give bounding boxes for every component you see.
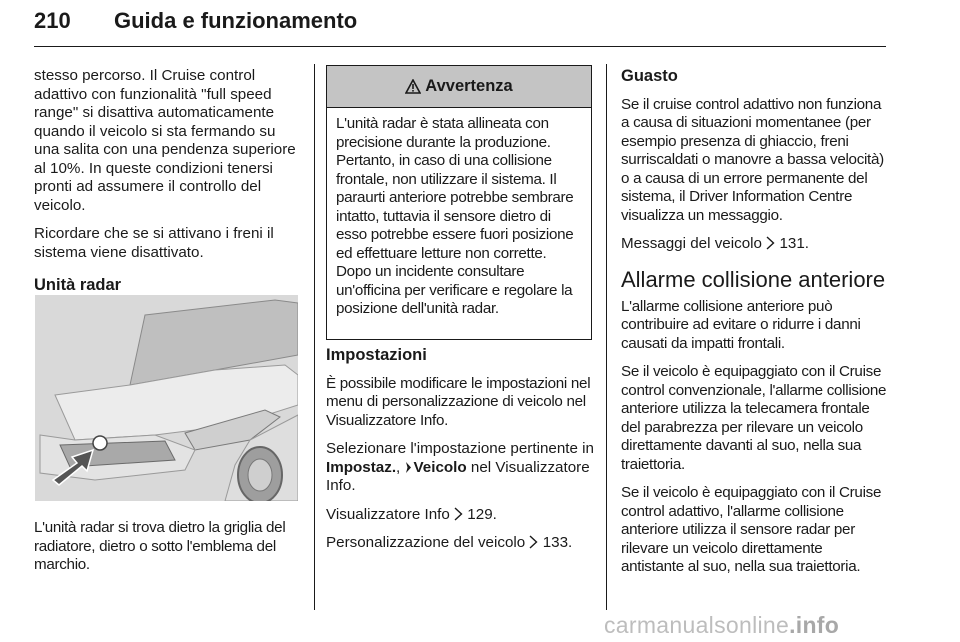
- watermark-suffix: .info: [789, 612, 840, 638]
- warning-triangle-icon: [405, 79, 421, 94]
- radar-unit-illustration: [35, 295, 298, 501]
- column-divider-1: [314, 64, 315, 610]
- reference-page: 131.: [779, 235, 810, 252]
- column-1-caption: [34, 519, 302, 585]
- col2-paragraph-1: È possibile modificare le impostazioni nel menu di personalizzazione di veicolo nel Visualizzatore Info.: [326, 374, 591, 429]
- page-reference-icon: [454, 507, 463, 521]
- page-header: [34, 6, 886, 47]
- col1-paragraph-2: Ricordare che se si attivano i freni il sistema viene disattivato.: [34, 225, 274, 261]
- page-title: Guida e funzionamento: [114, 8, 358, 33]
- reference-text: Messaggi del veicolo: [621, 235, 762, 252]
- reference-page: 129.: [467, 505, 497, 523]
- column-1: [34, 67, 302, 305]
- heading-forward-collision-alert: Allarme collisione anteriore: [621, 266, 886, 292]
- warning-box: [326, 65, 592, 340]
- heading-fault: Guasto: [621, 67, 678, 85]
- menu-arrow-icon: [405, 462, 412, 473]
- col2-p2-separator: ,: [396, 458, 405, 476]
- warning-text: L'unità radar è stata allineata con precisione durante la produzione. Pertanto, in caso di una collisione frontale, non utilizzare il sistema. Il paraurti anteriore potrebbe sembrare intatto, tuttavia il sensore dietro di esso potrebbe essere fuori posizione ed effettuare letture non corrette. Dopo un incidente consultare un'officina per verificare e regolare la posizione dell'unità radar.: [336, 115, 574, 317]
- watermark: [604, 612, 839, 639]
- page-number: 210: [34, 8, 71, 33]
- reference-vehicle-personalization[interactable]: [326, 534, 594, 553]
- col3-paragraph-4: Se il veicolo è equipaggiato con il Cruise control adattivo, l'allarme collisione anteriore utilizza il sensore radar per rilevare un veicolo direttamente antistante al suo, nella sua traiettoria.: [621, 484, 882, 575]
- col3-paragraph-3: Se il veicolo è equipaggiato con il Cruise control convenzionale, l'allarme collisione anteriore utilizza la telecamera frontale del parabrezza per rilevare un veicolo direttamente davanti al suo, nella sua traiettoria.: [621, 363, 887, 473]
- col2-paragraph-2: [326, 440, 594, 496]
- warning-header: [327, 66, 591, 108]
- watermark-text: carmanualsonline: [604, 612, 790, 638]
- warning-title: Avvertenza: [425, 77, 513, 95]
- col2-p2-text-c: nel Visualizzatore Info.: [326, 458, 590, 494]
- heading-settings: Impostazioni: [326, 346, 427, 364]
- reference-page: 133.: [542, 534, 573, 551]
- radar-image-caption: L'unità radar si trova dietro la griglia del radiatore, dietro o sotto l'emblema del marchio.: [34, 519, 286, 573]
- column-divider-2: [606, 64, 607, 610]
- page-reference-icon: [766, 236, 775, 250]
- col1-paragraph-1: stesso percorso. Il Cruise control adattivo con funzionalità "full speed range" si disattiva automaticamente quando il veicolo si sta fermando su una salita con una pendenza superiore al 10%. In queste condizioni tenersi pronti ad assumere il controllo del veicolo.: [34, 67, 296, 214]
- reference-vehicle-messages[interactable]: [621, 235, 889, 254]
- reference-text: Personalizzazione del veicolo: [326, 534, 526, 551]
- menu-path-vehicle: Veicolo: [413, 458, 467, 476]
- reference-info-display[interactable]: [326, 506, 594, 525]
- menu-path-settings: Impostaz.: [326, 458, 397, 476]
- reference-text: Visualizzatore Info: [326, 505, 450, 523]
- col3-paragraph-2: L'allarme collisione anteriore può contribuire ad evitare o ridurre i danni causati da impatti frontali.: [621, 297, 861, 352]
- column-3: [621, 67, 889, 587]
- page-reference-icon: [529, 535, 538, 549]
- column-2: [326, 346, 594, 563]
- col3-paragraph-1: Se il cruise control adattivo non funziona a causa di situazioni momentanee (per esempio presenza di ghiaccio, freni surriscaldati o manovre a bassa velocità) o a causa di un errore permanente del sistema, il Driver Information Centre visualizza un messaggio.: [621, 95, 884, 224]
- heading-radar-unit: Unità radar: [34, 276, 122, 294]
- col2-p2-text-a: Selezionare l'impostazione pertinente in: [326, 440, 594, 457]
